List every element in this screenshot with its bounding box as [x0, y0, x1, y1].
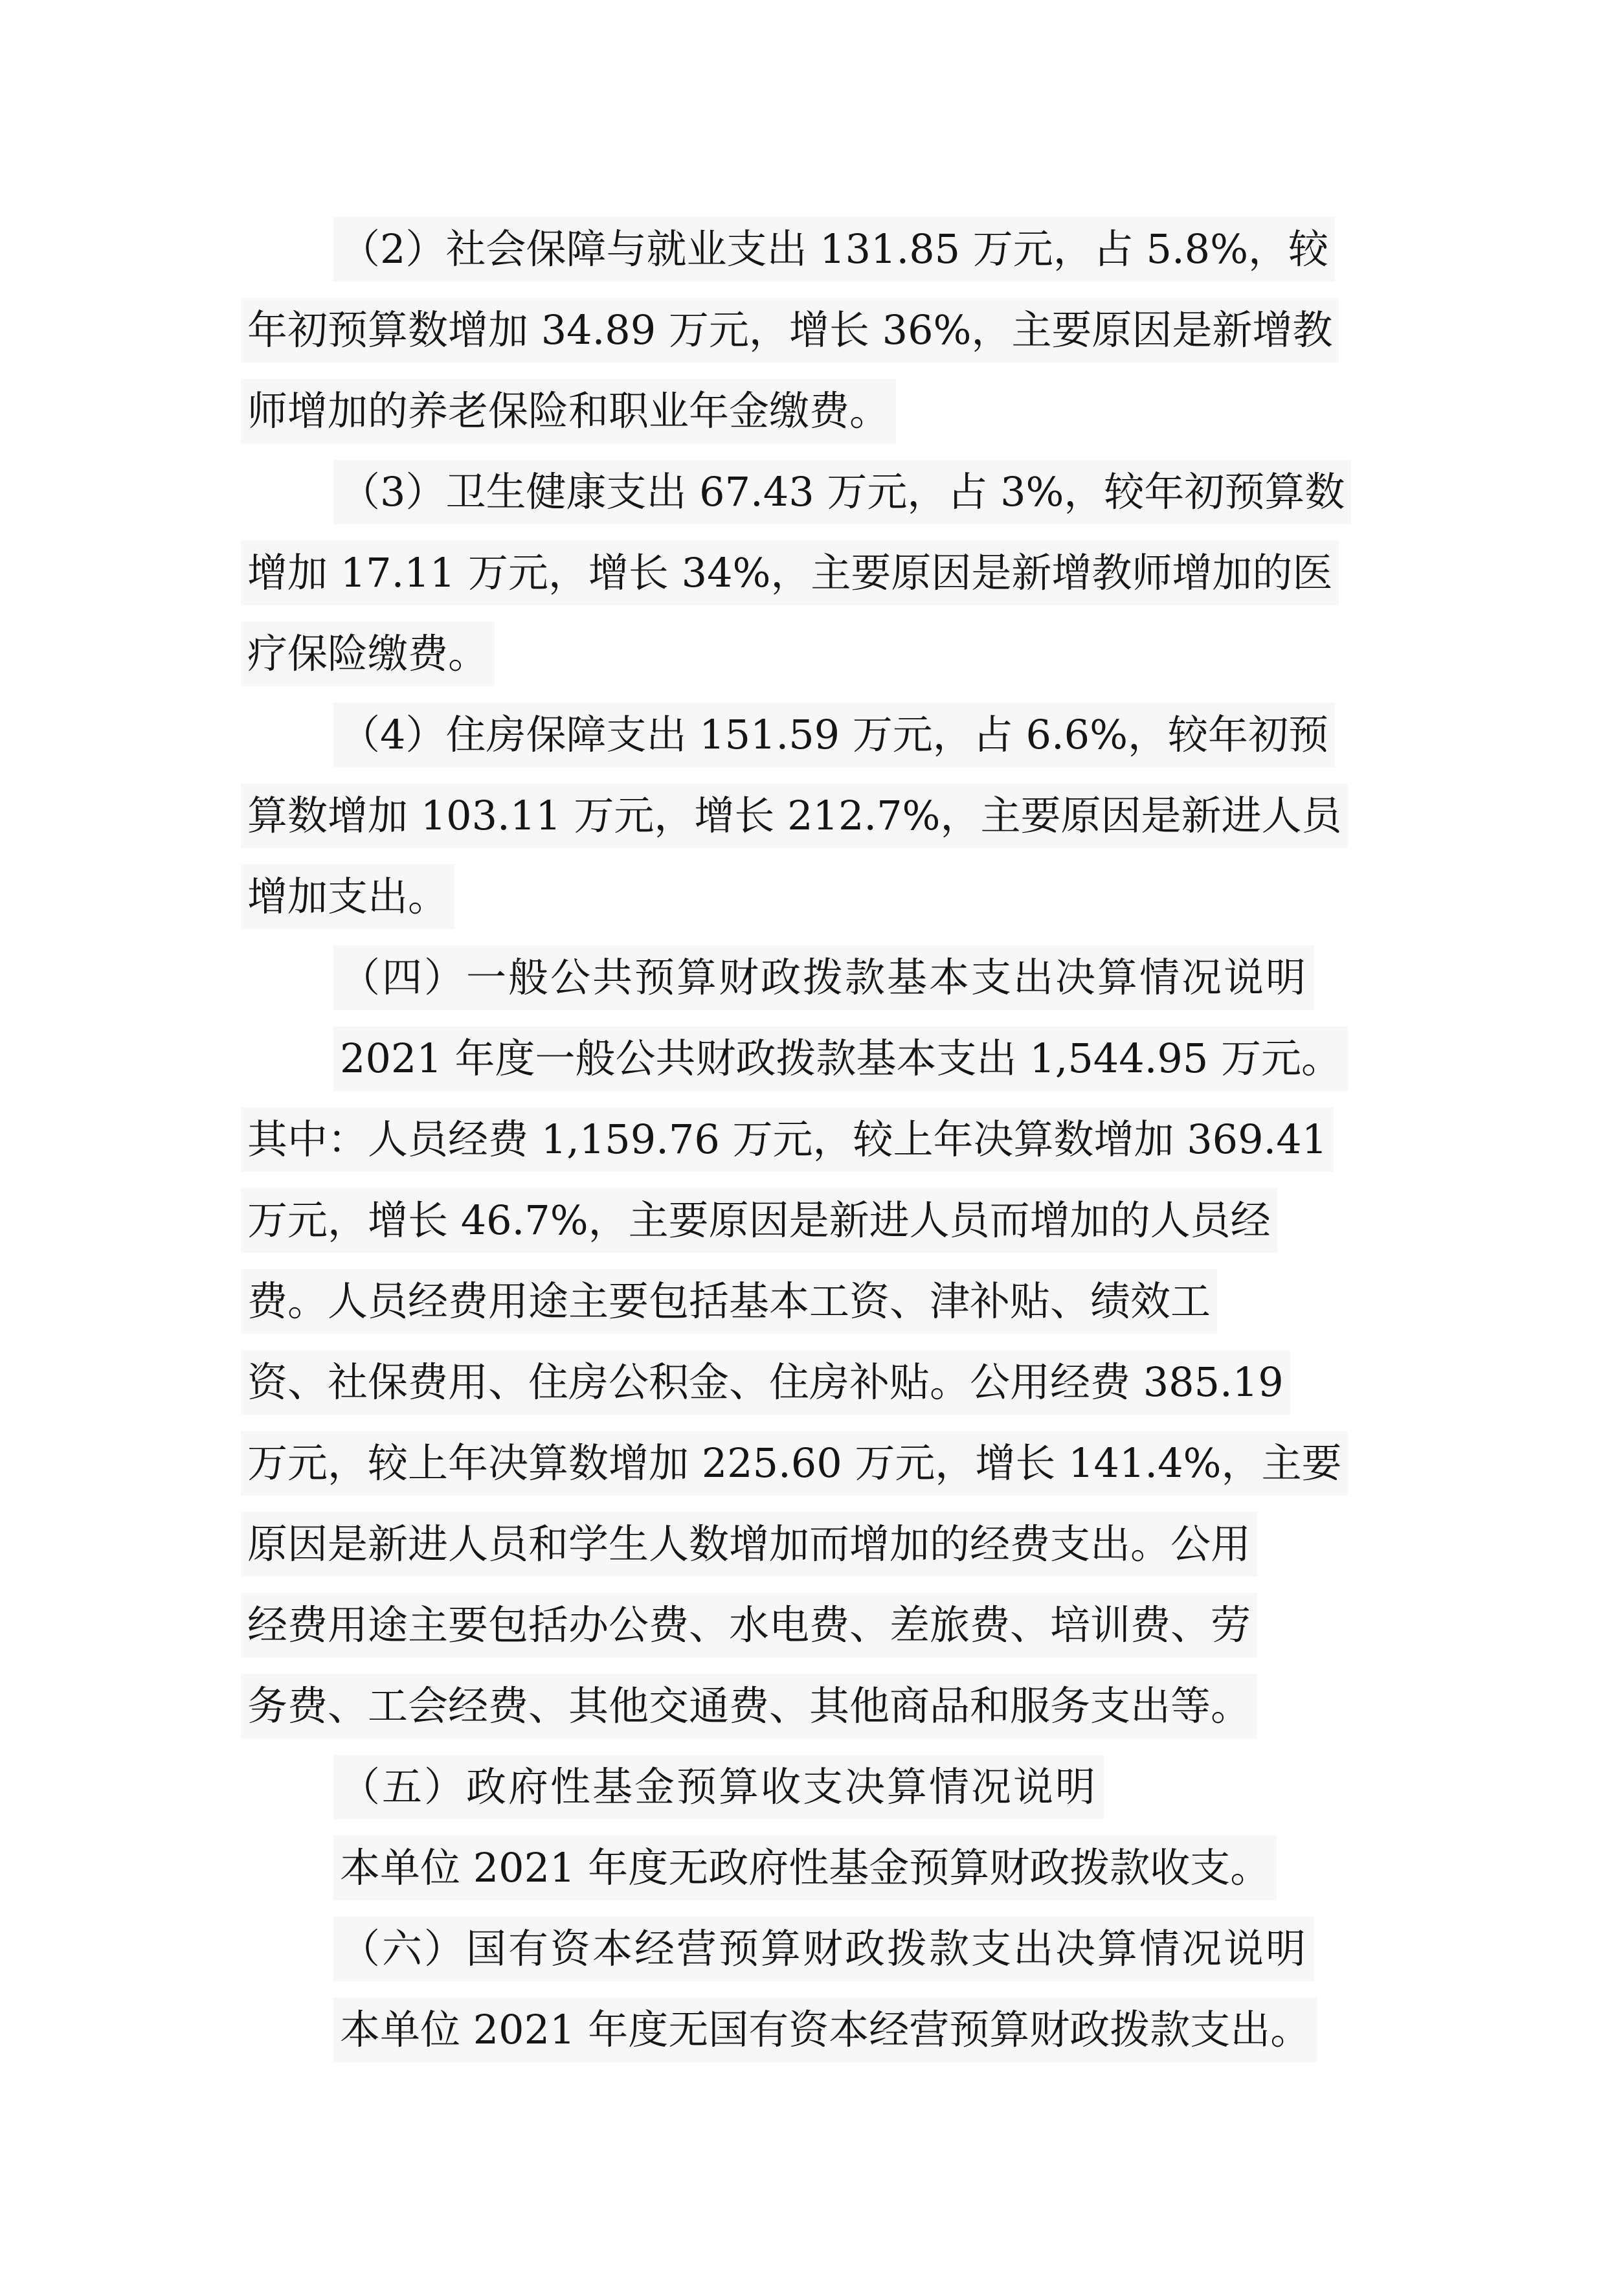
text-line: 原因是新进人员和学生人数增加而增加的经费支出。公用 — [241, 1512, 1257, 1577]
text-line: 2021 年度一般公共财政拨款基本支出 1,544.95 万元。 — [333, 1026, 1348, 1091]
text-line: 增加支出。 — [241, 864, 454, 929]
text-line: 增加 17.11 万元，增长 34%，主要原因是新增教师增加的医 — [241, 541, 1339, 605]
text-line: （3）卫生健康支出 67.43 万元，占 3%，较年初预算数 — [333, 460, 1351, 524]
section-heading: （五）政府性基金预算收支决算情况说明 — [333, 1755, 1104, 1819]
text-line: 疗保险缴费。 — [241, 622, 495, 686]
text-line: 资、社保费用、住房公积金、住房补贴。公用经费 385.19 — [241, 1350, 1290, 1415]
text-line: （4）住房保障支出 151.59 万元，占 6.6%，较年初预 — [333, 703, 1335, 767]
section-heading: （四）一般公共预算财政拨款基本支出决算情况说明 — [333, 945, 1314, 1010]
text-line: 其中：人员经费 1,159.76 万元，较上年决算数增加 369.41 — [241, 1107, 1334, 1172]
text-line: 本单位 2021 年度无国有资本经营预算财政拨款支出。 — [333, 1998, 1317, 2062]
text-line: 务费、工会经费、其他交通费、其他商品和服务支出等。 — [241, 1674, 1257, 1739]
text-line: 经费用途主要包括办公费、水电费、差旅费、培训费、劳 — [241, 1593, 1257, 1658]
text-line: 本单位 2021 年度无政府性基金预算财政拨款收支。 — [333, 1836, 1277, 1900]
text-line: 师增加的养老保险和职业年金缴费。 — [241, 379, 896, 444]
text-line: 万元，增长 46.7%，主要原因是新进人员而增加的人员经 — [241, 1188, 1277, 1253]
text-line: 万元，较上年决算数增加 225.60 万元，增长 141.4%，主要 — [241, 1431, 1348, 1496]
text-line: 算数增加 103.11 万元，增长 212.7%，主要原因是新进人员 — [241, 783, 1348, 848]
text-line: （2）社会保障与就业支出 131.85 万元，占 5.8%，较 — [333, 217, 1335, 282]
text-line: 年初预算数增加 34.89 万元，增长 36%，主要原因是新增教 — [241, 298, 1339, 363]
section-heading: （六）国有资本经营预算财政拨款支出决算情况说明 — [333, 1917, 1314, 1981]
text-line: 费。人员经费用途主要包括基本工资、津补贴、绩效工 — [241, 1269, 1217, 1334]
